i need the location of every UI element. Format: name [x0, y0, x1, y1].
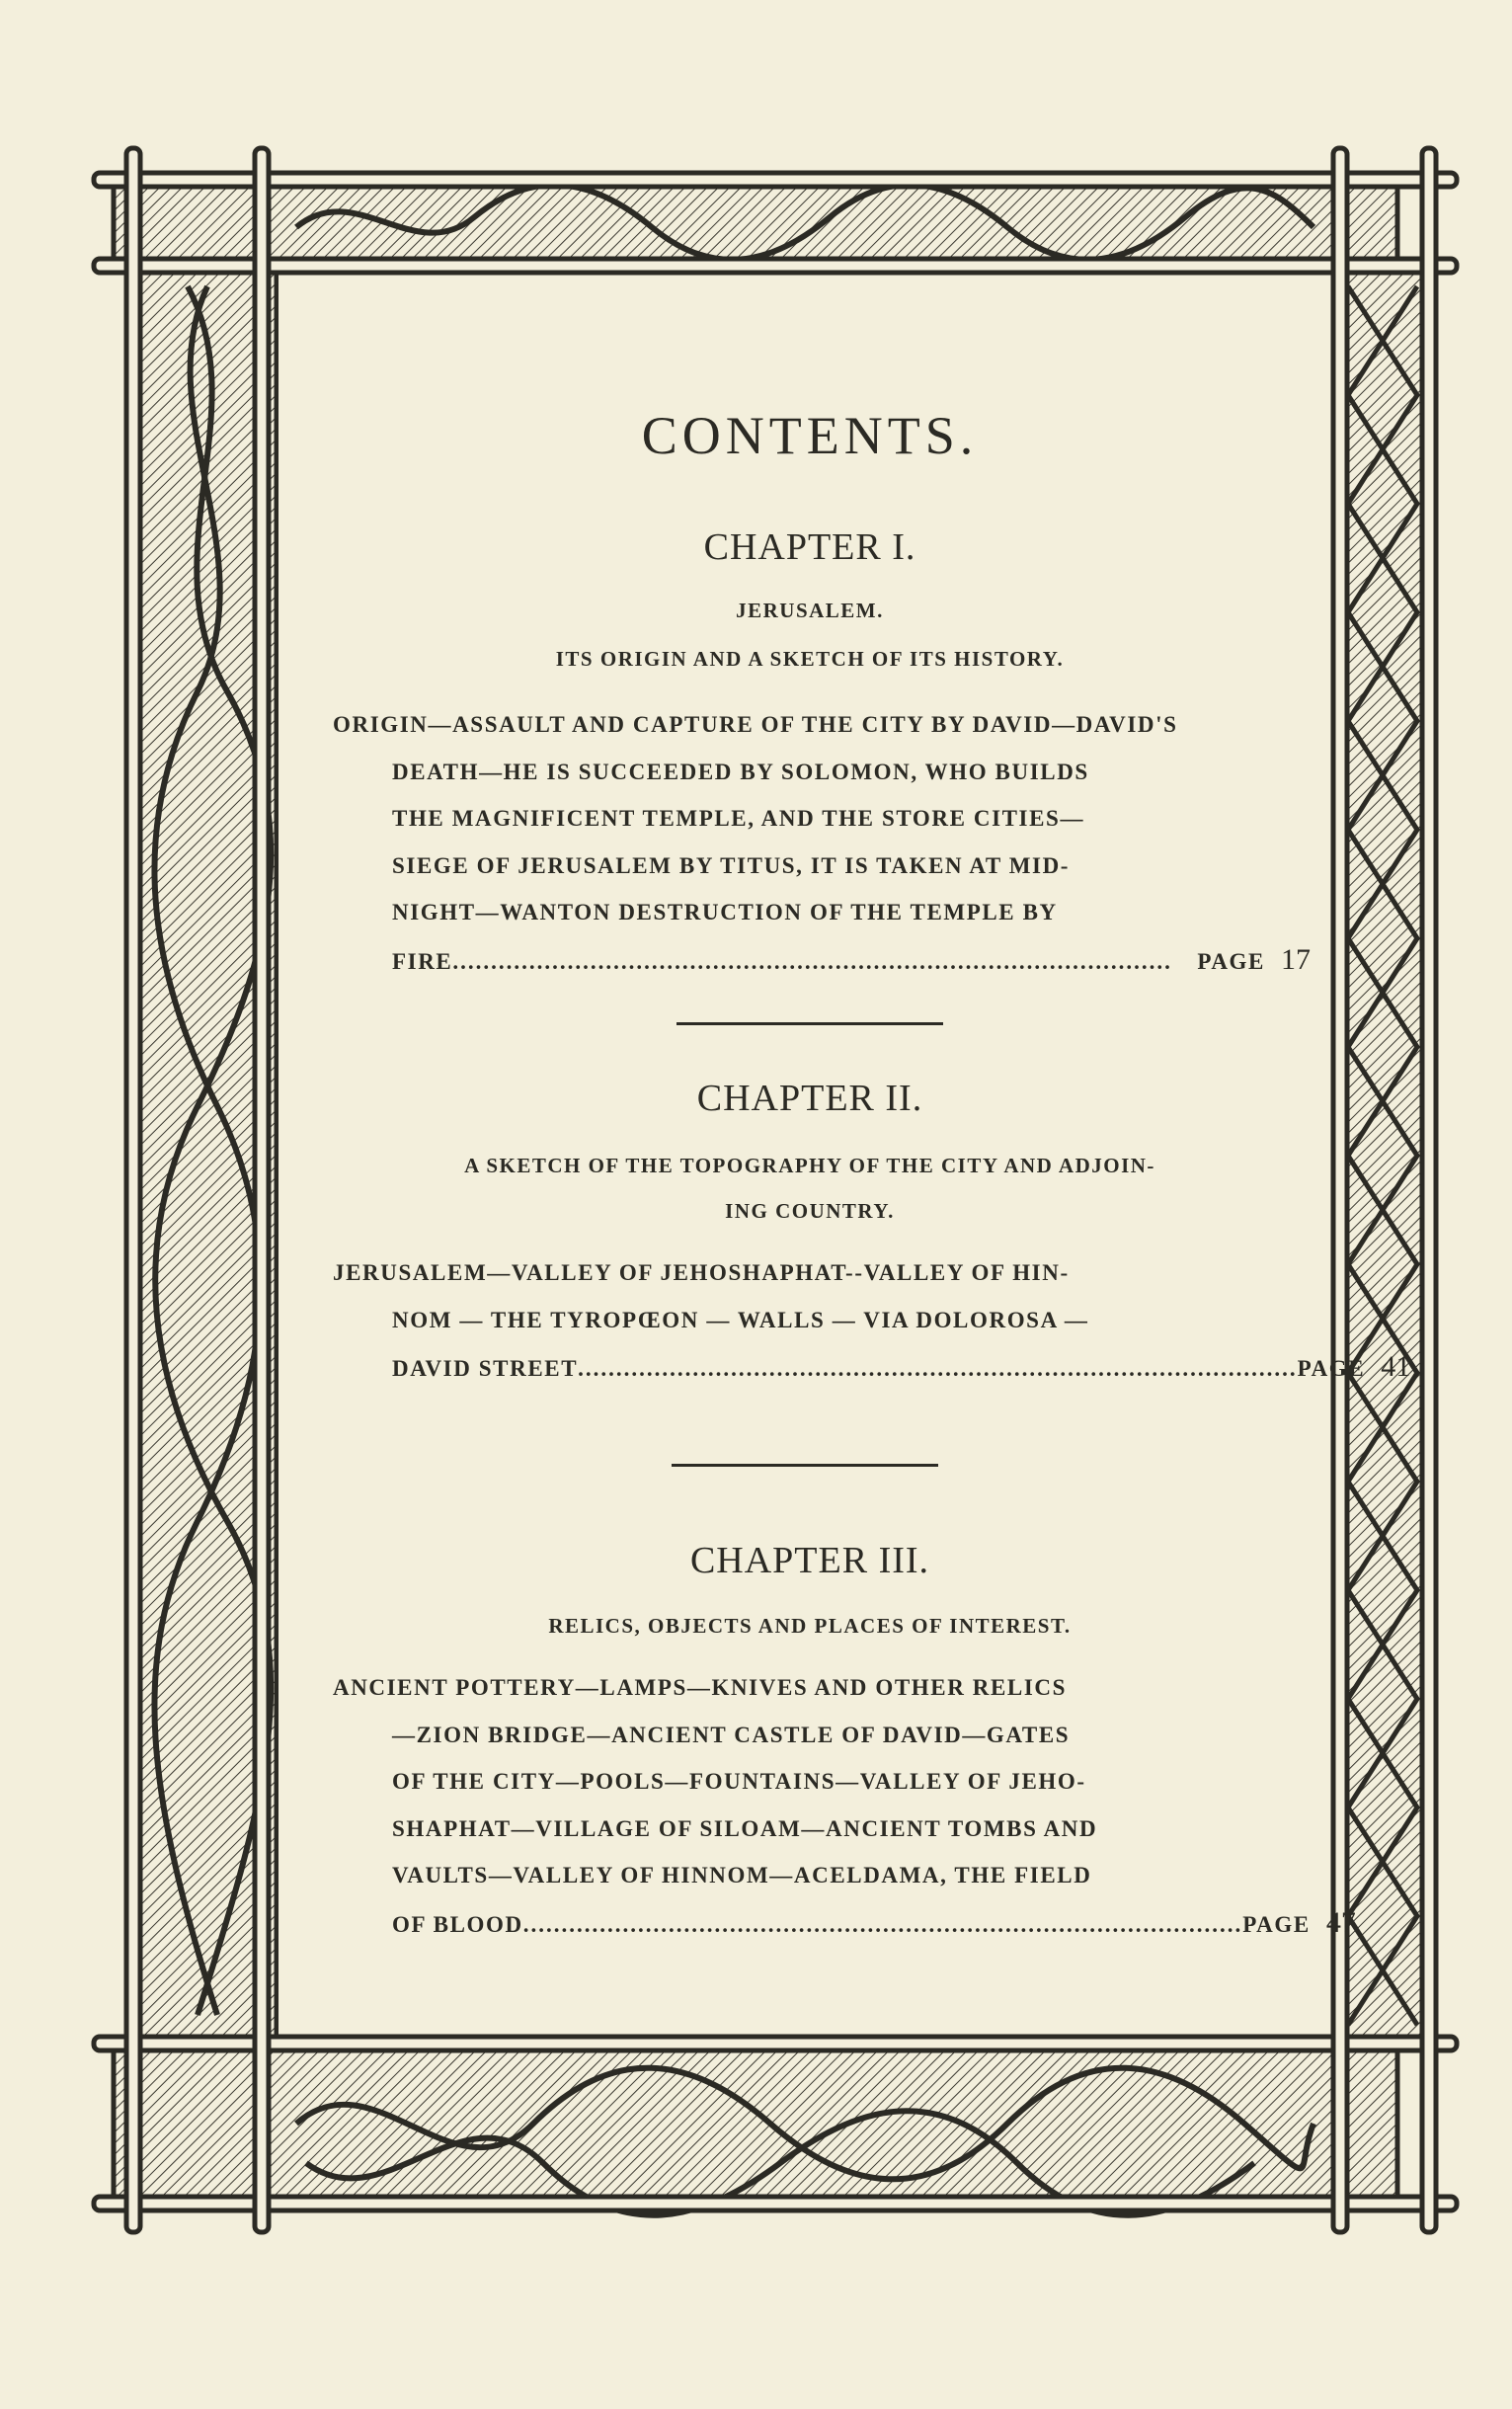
chapter-2-subtitle-2: ING COUNTRY.	[725, 1199, 895, 1223]
synopsis-line: SIEGE OF JERUSALEM BY TITUS, IT IS TAKEN AT MID-	[392, 852, 1071, 878]
page-label: PAGE	[1197, 948, 1265, 974]
synopsis-line: ORIGIN—ASSAULT AND CAPTURE OF THE CITY BY DAVID—DAVID'S	[333, 712, 1178, 737]
section-divider	[676, 1022, 943, 1025]
chapter-2-synopsis	[333, 1249, 1411, 1393]
toc-entry-page-row	[333, 1343, 1411, 1393]
page-number: 17	[1281, 942, 1311, 976]
synopsis-line: —ZION BRIDGE—ANCIENT CASTLE OF DAVID—GATES	[392, 1722, 1071, 1747]
chapter-1-subtitle-1: JERUSALEM.	[736, 599, 884, 622]
dot-leader: ..............................................................................................	[452, 948, 1172, 974]
synopsis-line: NOM — THE TYROPŒON — WALLS — VIA DOLOROSA —	[392, 1307, 1089, 1332]
chapter-1-synopsis	[333, 701, 1311, 985]
chapter-1-heading: CHAPTER I.	[703, 526, 916, 568]
chapter-3-synopsis	[333, 1664, 1356, 1948]
synopsis-line: ANCIENT POTTERY—LAMPS—KNIVES AND OTHER RELICS	[333, 1675, 1067, 1700]
entry-text: FIRE	[392, 948, 453, 974]
chapter-2-subtitle-1: A SKETCH OF THE TOPOGRAPHY OF THE CITY AND ADJOIN-	[464, 1154, 1155, 1177]
synopsis-line: OF THE CITY—POOLS—FOUNTAINS—VALLEY OF JEHO-	[392, 1769, 1086, 1794]
synopsis-line: SHAPHAT—VILLAGE OF SILOAM—ANCIENT TOMBS AND	[392, 1815, 1098, 1841]
synopsis-line: THE MAGNIFICENT TEMPLE, AND THE STORE CITIES—	[392, 806, 1085, 831]
toc-entry-page-row	[333, 936, 1311, 986]
synopsis-line: VAULTS—VALLEY OF HINNOM—ACELDAMA, THE FIELD	[392, 1863, 1092, 1887]
page-title: CONTENTS.	[641, 406, 979, 465]
synopsis-line: JERUSALEM—VALLEY OF JEHOSHAPHAT--VALLEY OF HIN-	[333, 1260, 1070, 1285]
page-label: PAGE	[1297, 1356, 1366, 1381]
chapter-3-heading: CHAPTER III.	[689, 1540, 930, 1581]
chapter-1-subtitle-2: ITS ORIGIN AND A SKETCH OF ITS HISTORY.	[555, 647, 1065, 671]
page-number: 41	[1381, 1350, 1411, 1383]
page-number: 47	[1325, 1905, 1356, 1939]
entry-text: OF BLOOD	[392, 1911, 523, 1937]
chapter-2-heading: CHAPTER II.	[696, 1078, 923, 1119]
entry-text: DAVID STREET	[392, 1356, 579, 1381]
synopsis-line: NIGHT—WANTON DESTRUCTION OF THE TEMPLE BY	[392, 900, 1058, 924]
dot-leader: ..............................................................................................	[522, 1911, 1243, 1937]
section-divider	[672, 1464, 938, 1467]
toc-entry-page-row	[333, 1899, 1356, 1949]
page-label: PAGE	[1242, 1911, 1311, 1937]
contents-body	[296, 296, 1411, 1995]
chapter-3-subtitle-1: RELICS, OBJECTS AND PLACES OF INTEREST.	[548, 1614, 1072, 1638]
synopsis-line: DEATH—HE IS SUCCEEDED BY SOLOMON, WHO BUILDS	[392, 759, 1089, 784]
dot-leader: ..............................................................................................	[578, 1356, 1298, 1381]
